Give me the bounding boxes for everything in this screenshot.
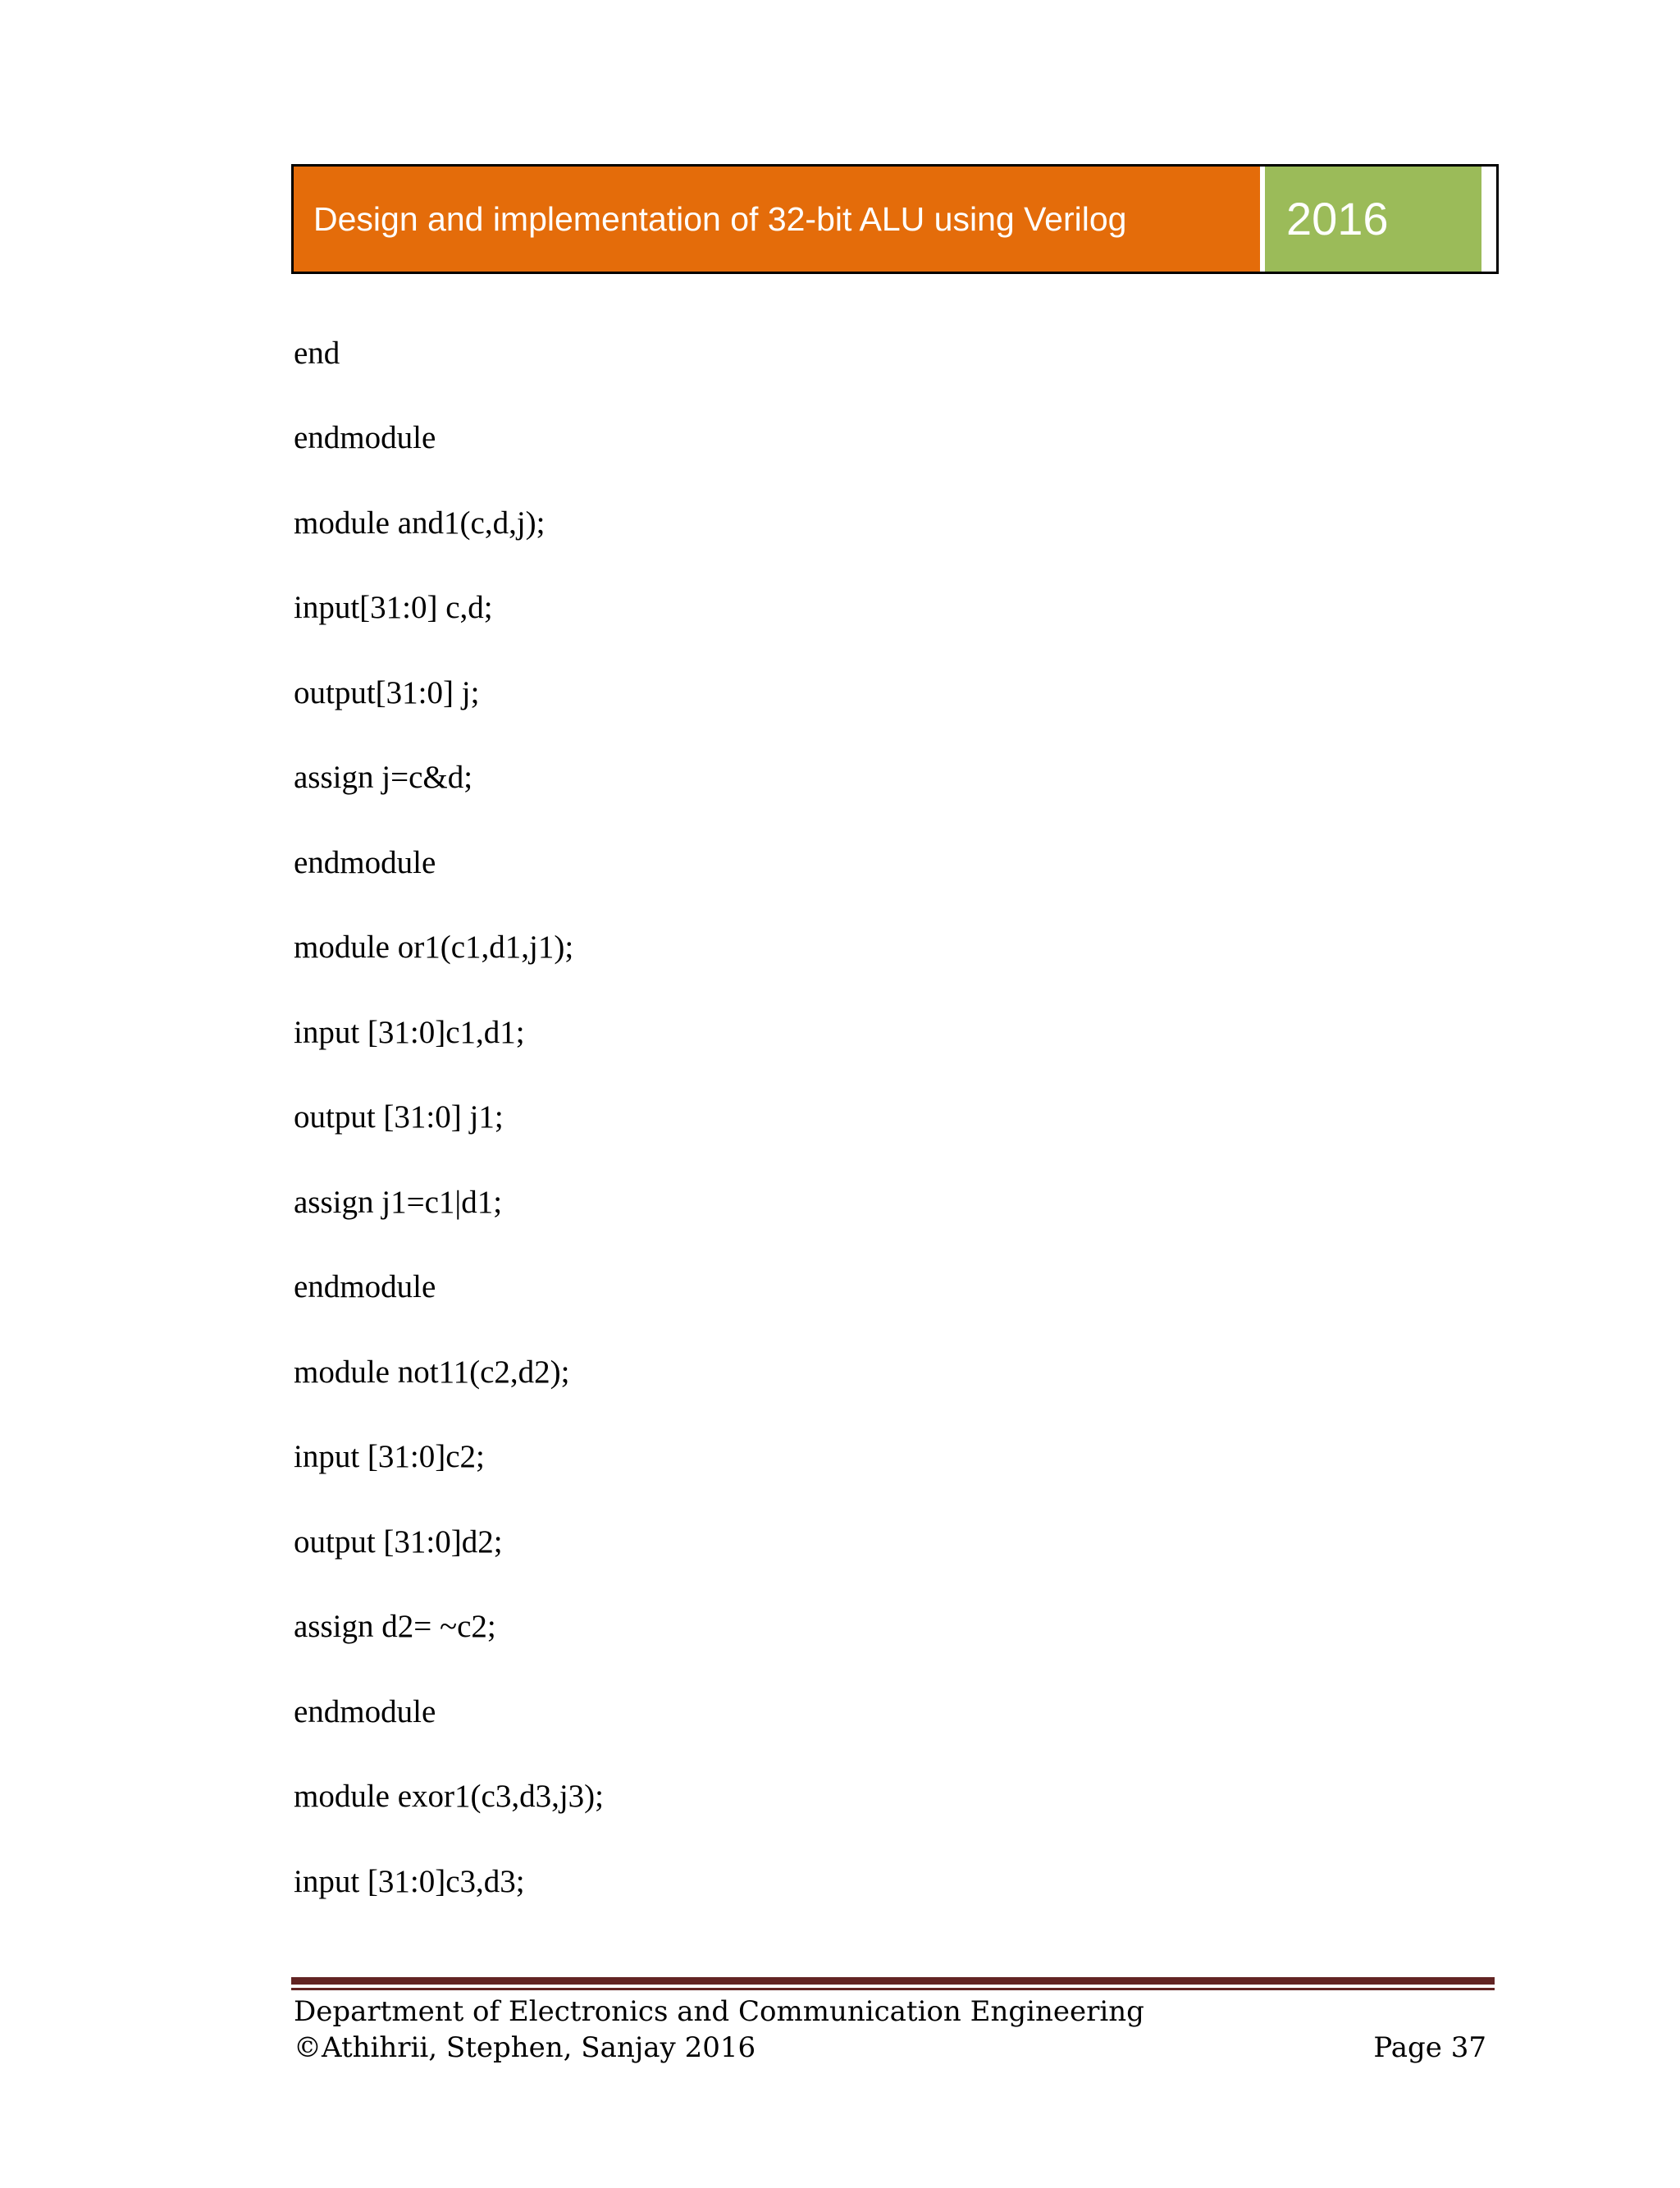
page-header — [291, 164, 1499, 274]
code-line: assign j1=c1|d1; — [294, 1185, 503, 1220]
footer-rule — [291, 1977, 1495, 1985]
code-line: assign d2= ~c2; — [294, 1609, 496, 1644]
code-line: module not11(c2,d2); — [294, 1354, 570, 1390]
code-line: module or1(c1,d1,j1); — [294, 930, 574, 965]
footer-copyright: ©Athihrii, Stephen, Sanjay 2016 — [294, 2031, 756, 2064]
code-line: module exor1(c3,d3,j3); — [294, 1779, 604, 1814]
code-line: assign j=c&d; — [294, 760, 473, 795]
code-line: input [31:0]c3,d3; — [294, 1864, 525, 1899]
code-line: module and1(c,d,j); — [294, 505, 546, 541]
code-line: input [31:0]c2; — [294, 1439, 485, 1474]
header-year: 2016 — [1265, 167, 1481, 272]
code-line: output [31:0] j1; — [294, 1099, 504, 1135]
code-line: output [31:0]d2; — [294, 1524, 503, 1560]
footer-department: Department of Electronics and Communication Engineering — [294, 1995, 1144, 2028]
footer-rule-thin — [291, 1988, 1495, 1990]
header-title: Design and implementation of 32-bit ALU using Verilog — [294, 167, 1260, 272]
code-line: end — [294, 336, 340, 371]
code-line: input [31:0]c1,d1; — [294, 1015, 525, 1050]
code-line: output[31:0] j; — [294, 675, 480, 710]
code-line: endmodule — [294, 420, 436, 455]
code-line: endmodule — [294, 1694, 436, 1729]
page-number: Page 37 — [1373, 2031, 1486, 2064]
code-line: input[31:0] c,d; — [294, 590, 493, 625]
code-line: endmodule — [294, 845, 436, 880]
code-line: endmodule — [294, 1269, 436, 1304]
